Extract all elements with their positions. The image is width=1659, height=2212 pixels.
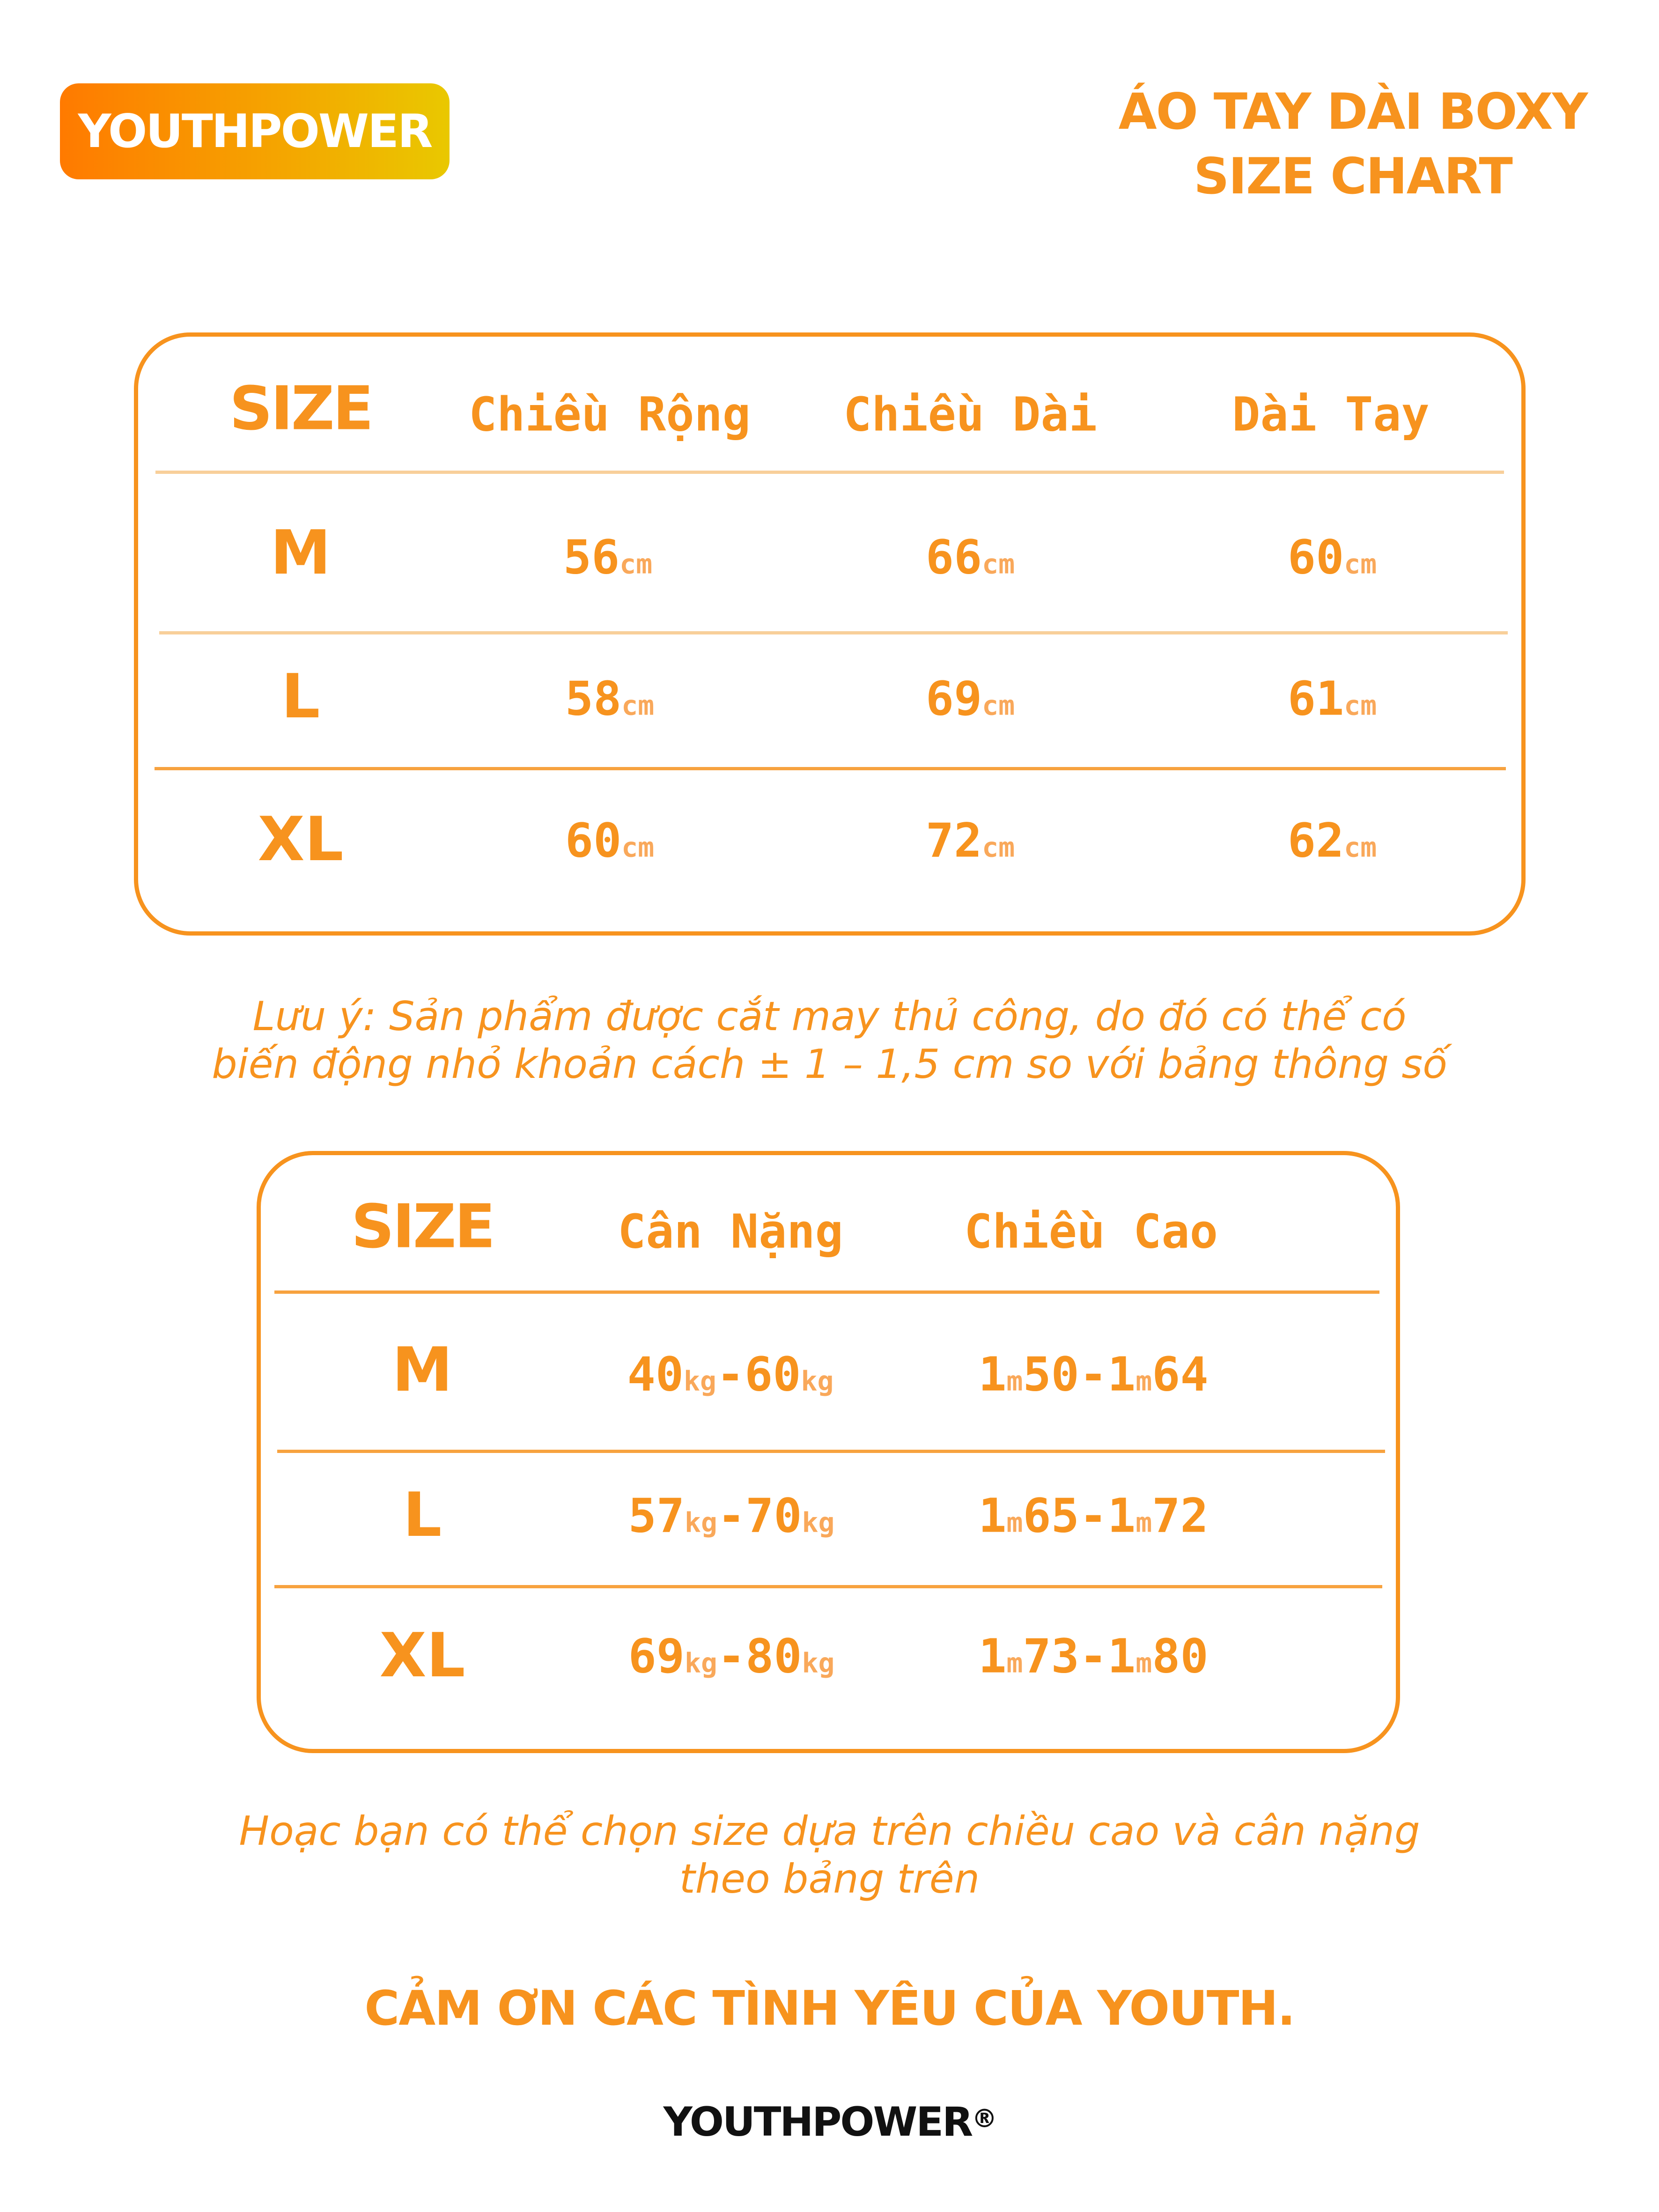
fit-row-size-m: M — [392, 1334, 453, 1405]
handmade-note — [0, 993, 1659, 1088]
row-size-l: L — [281, 661, 320, 732]
fit-header-size: SIZE — [351, 1192, 494, 1262]
footer-logo — [0, 2099, 1659, 2146]
size-choice-note-line-2: theo bảng trên — [679, 1856, 980, 1902]
cell-xl-sleeve: 62cm — [1287, 813, 1377, 868]
handmade-note-line-2: biến động nhỏ khoản cách ± 1 – 1,5 cm so với bảng thông số — [212, 1041, 1447, 1088]
registered-mark: ® — [972, 2104, 996, 2133]
table-divider — [155, 471, 1504, 474]
fit-table-divider — [277, 1450, 1385, 1453]
cell-xl-width: 60cm — [565, 813, 655, 868]
footer-logo-text: YOUTHPOWER — [663, 2099, 972, 2146]
size-choice-note — [0, 1807, 1659, 1903]
fit-l-weight: 57kg-70kg — [628, 1488, 835, 1543]
fit-m-height: 1m50-1m64 — [978, 1347, 1209, 1402]
fit-xl-height: 1m73-1m80 — [978, 1629, 1209, 1684]
thank-you-message: CẢM ƠN CÁC TÌNH YÊU CỦA YOUTH. — [364, 1981, 1295, 2036]
header-sleeve: Dài Tay — [1232, 387, 1430, 442]
cell-m-length: 66cm — [925, 530, 1015, 585]
title-line-1: ÁO TAY DÀI BOXY — [1118, 83, 1587, 140]
row-size-xl: XL — [258, 804, 344, 875]
table-divider — [159, 631, 1508, 634]
handmade-note-line-1: Lưu ý: Sản phẩm được cắt may thủ công, do đó có thể có — [252, 993, 1407, 1040]
fit-m-weight: 40kg-60kg — [627, 1347, 834, 1402]
cell-l-width: 58cm — [565, 671, 655, 726]
cell-l-length: 69cm — [925, 671, 1015, 726]
cell-xl-length: 72cm — [925, 813, 1015, 868]
brand-logo-text: YOUTHPOWER — [78, 104, 432, 158]
cell-l-sleeve: 61cm — [1287, 671, 1377, 726]
fit-xl-weight: 69kg-80kg — [628, 1629, 835, 1684]
header-width: Chiều Rộng — [468, 387, 751, 442]
fit-table-divider — [274, 1290, 1379, 1294]
fit-l-height: 1m65-1m72 — [978, 1488, 1209, 1543]
fit-table-divider — [274, 1585, 1382, 1588]
brand-logo — [60, 83, 450, 179]
row-size-m: M — [270, 517, 331, 588]
fit-row-size-l: L — [403, 1479, 442, 1550]
header-size: SIZE — [229, 374, 372, 444]
fit-header-height: Chiều Cao — [964, 1204, 1218, 1259]
cell-m-width: 56cm — [563, 530, 653, 585]
title-line-2: SIZE CHART — [1194, 147, 1512, 205]
cell-m-sleeve: 60cm — [1287, 530, 1377, 585]
size-choice-note-line-1: Hoạc bạn có thể chọn size dựa trên chiều cao và cân nặng — [239, 1808, 1420, 1855]
page-title — [1095, 80, 1610, 209]
fit-row-size-xl: XL — [379, 1620, 465, 1691]
header-length: Chiều Dài — [843, 387, 1097, 442]
table-divider — [155, 767, 1506, 770]
fit-header-weight: Cân Nặng — [618, 1204, 843, 1259]
